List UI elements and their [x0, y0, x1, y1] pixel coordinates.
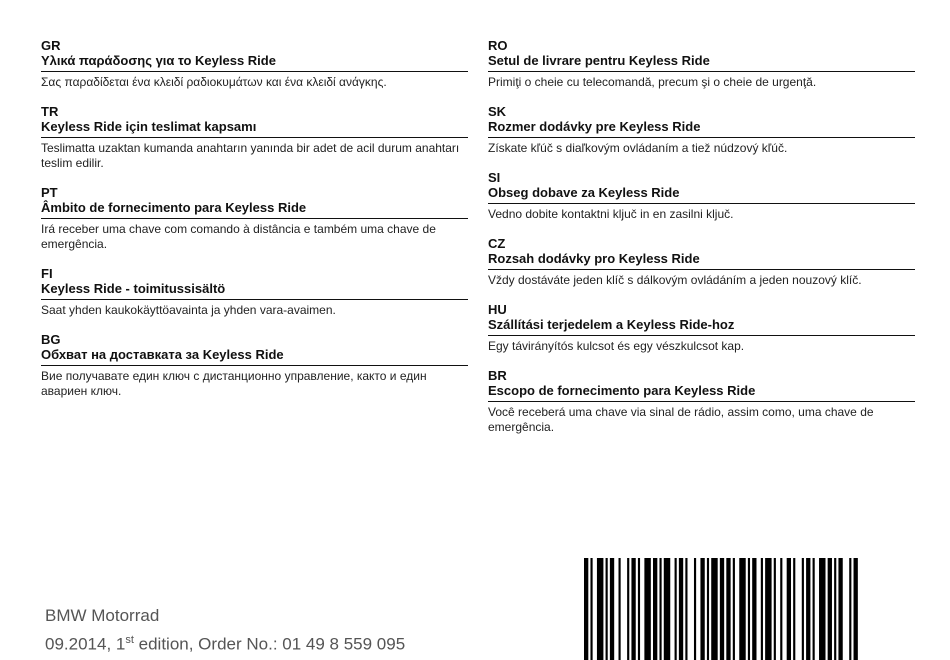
edition-order-number: edition, Order No.: 01 49 8 559 095 [133, 634, 406, 654]
edition-superscript: st [125, 634, 134, 646]
barcode-bar [819, 558, 825, 660]
barcode-bar [748, 558, 750, 660]
language-code: BR [488, 368, 507, 383]
barcode-bar [675, 558, 677, 660]
section-fi [41, 266, 468, 318]
barcode-bar [849, 558, 851, 660]
barcode-bar [720, 558, 724, 660]
barcode-bar [606, 558, 608, 660]
section-sk [488, 104, 915, 156]
section-heading: Rozsah dodávky pro Keyless Ride [488, 251, 915, 270]
barcode-bar [631, 558, 635, 660]
brand-name: BMW Motorrad [45, 606, 160, 625]
barcode-bar [685, 558, 687, 660]
section-ro [488, 38, 915, 90]
barcode-bar [765, 558, 771, 660]
barcode-bar [707, 558, 709, 660]
language-code: TR [41, 104, 59, 119]
barcode-bar [774, 558, 776, 660]
barcode-bar [726, 558, 730, 660]
language-code: SK [488, 104, 507, 119]
barcode-bar [752, 558, 756, 660]
footer [45, 606, 405, 655]
language-code: FI [41, 266, 53, 281]
section-heading: Keyless Ride için teslimat kapsamı [41, 119, 468, 138]
section-heading: Setul de livrare pentru Keyless Ride [488, 53, 915, 72]
barcode-bar [679, 558, 683, 660]
language-code: RO [488, 38, 508, 53]
section-text: Vedno dobite kontaktni ključ in en zasilni ključ. [488, 207, 734, 221]
section-pt [41, 185, 468, 252]
section-text: Získate kľúč s diaľkovým ovládaním a tiež núdzový kľúč. [488, 141, 788, 155]
section-text: Σας παραδίδεται ένα κλειδί ραδιοκυμάτων και ένα κλειδί ανάγκης. [41, 75, 387, 89]
language-code: BG [41, 332, 61, 347]
section-text: Saat yhden kaukokäyttöavainta ja yhden vara-avaimen. [41, 303, 336, 317]
section-text: Egy távirányítós kulcsot és egy vészkulcsot kap. [488, 339, 745, 353]
section-heading: Υλικά παράδοσης για το Keyless Ride [41, 53, 468, 72]
section-heading: Keyless Ride - toimitussisältö [41, 281, 468, 300]
section-hu [488, 302, 915, 354]
section-text: Вие получавате един ключ с дистанционно управление, както и един авариен ключ. [41, 369, 427, 398]
barcode-bar [711, 558, 717, 660]
edition-date: 09.2014, 1 [45, 634, 126, 654]
barcode-icon [584, 558, 860, 660]
section-text: Vždy dostáváte jeden klíč s dálkovým ovládáním a jeden nouzový klíč. [488, 273, 862, 287]
barcode-bar [780, 558, 782, 660]
right-column [488, 38, 915, 449]
left-column [41, 38, 468, 413]
barcode-bar [787, 558, 791, 660]
barcode-bar [610, 558, 614, 660]
barcode-bar [694, 558, 696, 660]
barcode-bar [838, 558, 842, 660]
section-text: Teslimatta uzaktan kumanda anahtarın yanında bir adet de acil durum anahtarı teslim edilir. [41, 141, 460, 170]
barcode-bar [664, 558, 670, 660]
language-code: CZ [488, 236, 506, 251]
section-heading: Âmbito de fornecimento para Keyless Ride [41, 200, 468, 219]
barcode-bar [584, 558, 588, 660]
barcode-bar [733, 558, 735, 660]
barcode-bar [828, 558, 832, 660]
barcode-bar [627, 558, 629, 660]
section-text: Você receberá uma chave via sinal de rádio, assim como, uma chave de emergência. [488, 405, 874, 434]
barcode-bar [597, 558, 603, 660]
barcode-bar [793, 558, 795, 660]
section-heading: Rozmer dodávky pre Keyless Ride [488, 119, 915, 138]
language-code: SI [488, 170, 501, 185]
section-heading: Обхват на доставката за Keyless Ride [41, 347, 468, 366]
section-text: Primiţi o cheie cu telecomandă, precum şi o cheie de urgenţă. [488, 75, 817, 89]
section-cz [488, 236, 915, 288]
barcode-bar [700, 558, 704, 660]
barcode-bar [834, 558, 836, 660]
section-heading: Szállítási terjedelem a Keyless Ride-hoz [488, 317, 915, 336]
language-code: GR [41, 38, 61, 53]
barcode-bar [813, 558, 815, 660]
section-tr [41, 104, 468, 171]
language-code: PT [41, 185, 58, 200]
edition-line [45, 630, 405, 655]
barcode-bar [854, 558, 858, 660]
section-si [488, 170, 915, 222]
barcode-bar [653, 558, 657, 660]
language-code: HU [488, 302, 507, 317]
barcode-bar [638, 558, 640, 660]
barcode-bar [739, 558, 745, 660]
barcode-bar [644, 558, 650, 660]
barcode-bar [619, 558, 621, 660]
section-br [488, 368, 915, 435]
barcode-bar [802, 558, 804, 660]
section-gr [41, 38, 468, 90]
barcode-bar [659, 558, 661, 660]
barcode-bar [590, 558, 592, 660]
barcode-bar [806, 558, 810, 660]
section-text: Irá receber uma chave com comando à distância e também uma chave de emergência. [41, 222, 436, 251]
section-heading: Escopo de fornecimento para Keyless Ride [488, 383, 915, 402]
section-bg [41, 332, 468, 399]
section-heading: Obseg dobave za Keyless Ride [488, 185, 915, 204]
barcode-bar [761, 558, 763, 660]
